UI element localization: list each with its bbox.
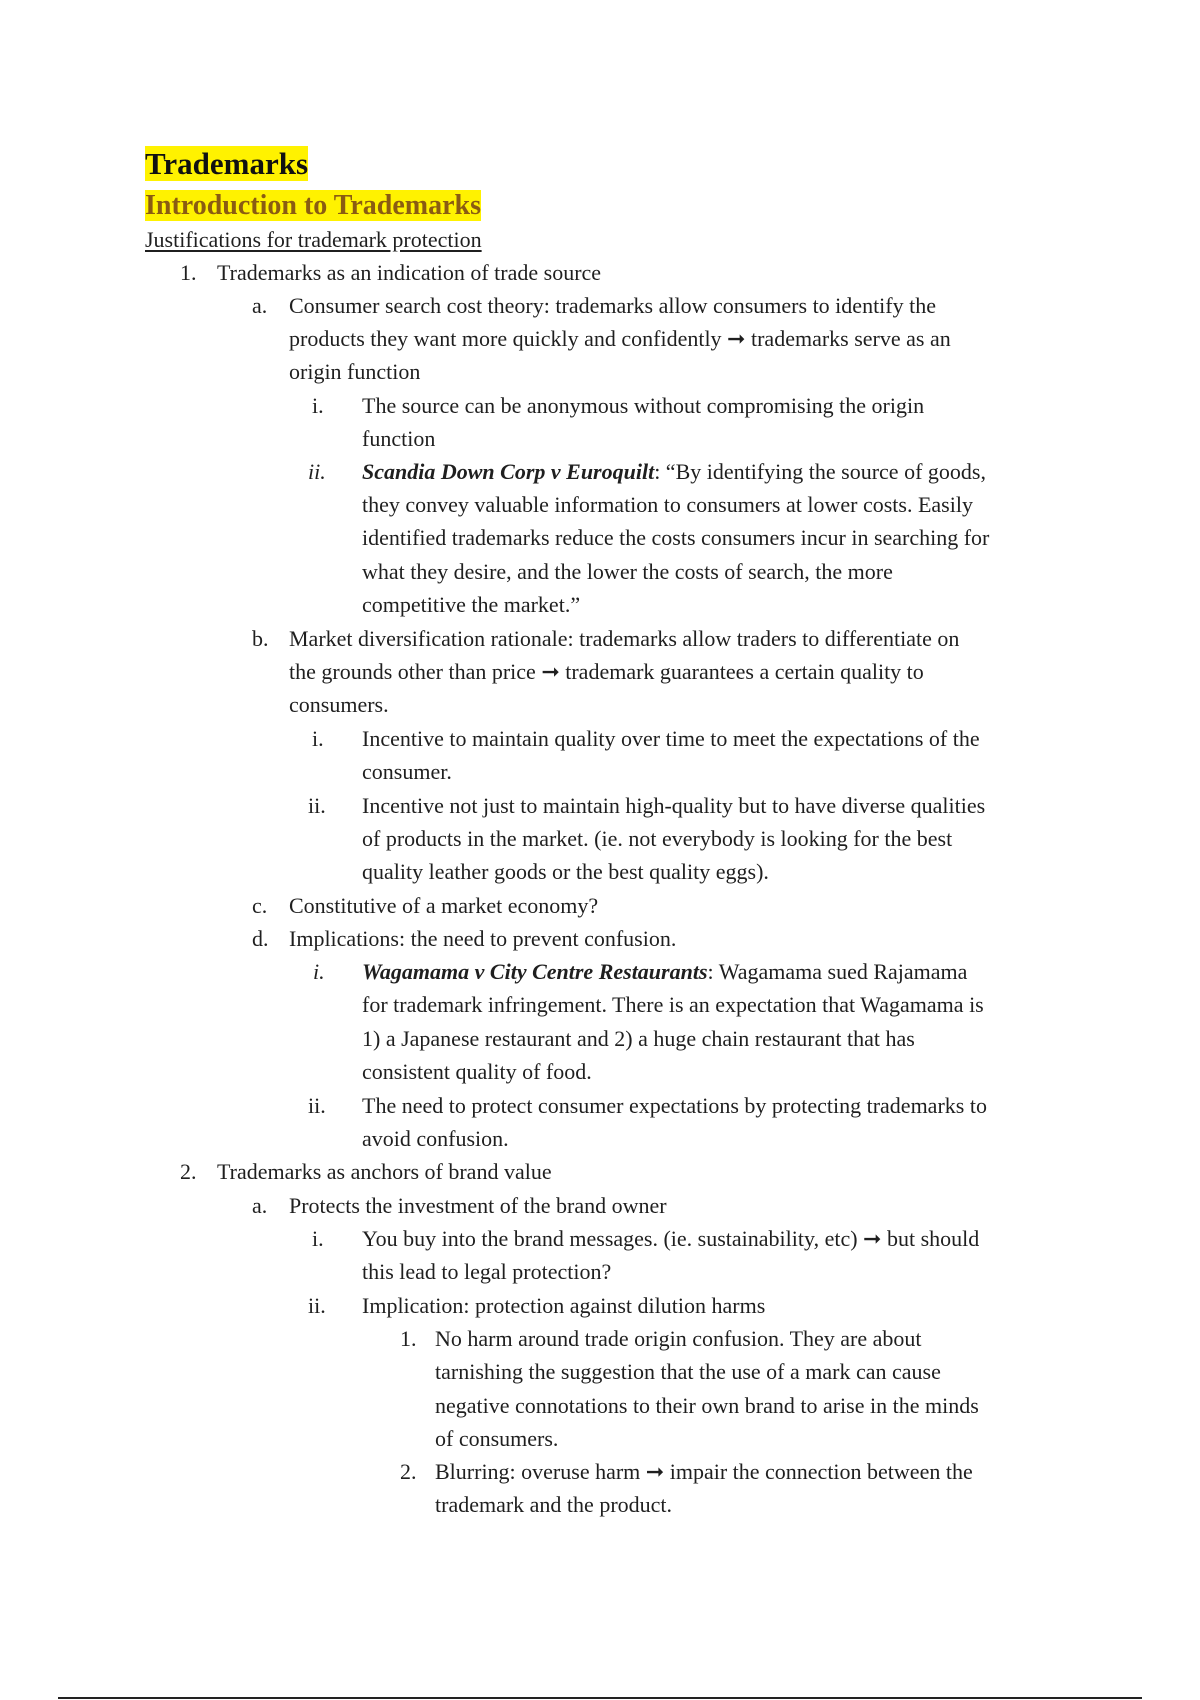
list-marker: d.: [252, 926, 269, 951]
list-item-text: The source can be anonymous without compromising the origin: [362, 393, 925, 418]
list-item-text: negative connotations to their own brand to arise in the minds: [435, 1393, 979, 1418]
list-item-text: Constitutive of a market economy?: [289, 893, 599, 918]
list-marker: i.: [313, 959, 325, 984]
list-marker: i.: [312, 726, 324, 751]
list-item-text: the grounds other than price ➞ trademark guarantees a certain quality to: [289, 659, 924, 684]
list-item-text: The need to protect consumer expectations by protecting trademarks to: [362, 1093, 987, 1118]
list-item-text: avoid confusion.: [362, 1126, 509, 1151]
list-item-text: Implication: protection against dilution harms: [362, 1293, 766, 1318]
list-item-text: function: [362, 426, 436, 451]
list-item-text: of consumers.: [435, 1426, 559, 1451]
list-item-text: 1) a Japanese restaurant and 2) a huge chain restaurant that has: [362, 1026, 915, 1051]
subtitle-text: Introduction to Trademarks: [145, 190, 482, 221]
list-item-text-tail: : Wagamama sued Rajamama: [707, 959, 968, 984]
list-marker: i.: [312, 393, 324, 418]
list-marker: 2.: [180, 1159, 197, 1184]
list-marker: ii.: [308, 793, 326, 818]
list-item-text: tarnishing the suggestion that the use of a mark can cause: [435, 1359, 941, 1384]
case-name: Scandia Down Corp v Euroquilt: [362, 459, 655, 484]
list-item-text: consumer.: [362, 759, 452, 784]
list-item-text: You buy into the brand messages. (ie. sustainability, etc) ➞ but should: [362, 1226, 980, 1251]
list-marker: 1.: [180, 260, 197, 285]
list-item-text: [362, 457, 986, 487]
page-divider: [58, 1697, 1142, 1699]
list-item-text: consistent quality of food.: [362, 1059, 592, 1084]
list-item-text: competitive the market.”: [362, 592, 581, 617]
list-item-text: this lead to legal protection?: [362, 1259, 612, 1284]
title-text: Trademarks: [145, 146, 309, 181]
list-item-text: Incentive to maintain quality over time to meet the expectations of the: [362, 726, 980, 751]
list-item-text: Consumer search cost theory: trademarks allow consumers to identify the: [289, 293, 936, 318]
list-item-text: of products in the market. (ie. not everybody is looking for the best: [362, 826, 953, 851]
list-item-text: products they want more quickly and confidently ➞ trademarks serve as an: [289, 326, 951, 351]
list-item-text: No harm around trade origin confusion. They are about: [435, 1326, 922, 1351]
list-item-text: trademark and the product.: [435, 1492, 673, 1517]
list-item-text: Implications: the need to prevent confusion.: [289, 926, 677, 951]
list-marker: ii.: [308, 1293, 326, 1318]
list-marker: i.: [312, 1226, 324, 1251]
list-item-text: Incentive not just to maintain high-quality but to have diverse qualities: [362, 793, 986, 818]
list-marker: ii.: [308, 1093, 326, 1118]
list-item-text: what they desire, and the lower the costs of search, the more: [362, 559, 893, 584]
page-title: [145, 145, 308, 183]
case-name: Wagamama v City Centre Restaurants: [362, 959, 708, 984]
list-item-text: they convey valuable information to consumers at lower costs. Easily: [362, 492, 973, 517]
list-item-text: Market diversification rationale: trademarks allow traders to differentiate on: [289, 626, 960, 651]
list-item-text-tail: : “By identifying the source of goods,: [654, 459, 986, 484]
section-heading: Justifications for trademark protection: [145, 227, 482, 252]
list-item-text: quality leather goods or the best quality eggs).: [362, 859, 769, 884]
list-item-text: [362, 957, 967, 987]
list-marker: a.: [252, 1193, 268, 1218]
list-item-text: Trademarks as anchors of brand value: [217, 1159, 552, 1184]
list-marker: b.: [252, 626, 269, 651]
list-marker: 1.: [400, 1326, 417, 1351]
list-item-text: origin function: [289, 359, 421, 384]
list-marker: 2.: [400, 1459, 417, 1484]
list-item-text: identified trademarks reduce the costs consumers incur in searching for: [362, 525, 990, 550]
page-subtitle: [145, 188, 481, 224]
list-item-text: Protects the investment of the brand owner: [289, 1193, 667, 1218]
list-item-text: consumers.: [289, 692, 389, 717]
list-marker: a.: [252, 293, 268, 318]
list-marker: c.: [252, 893, 268, 918]
list-item-text: Blurring: overuse harm ➞ impair the connection between the: [435, 1459, 973, 1484]
list-marker: ii.: [308, 459, 326, 484]
list-item-text: for trademark infringement. There is an expectation that Wagamama is: [362, 992, 984, 1017]
list-item-text: Trademarks as an indication of trade source: [217, 260, 602, 285]
